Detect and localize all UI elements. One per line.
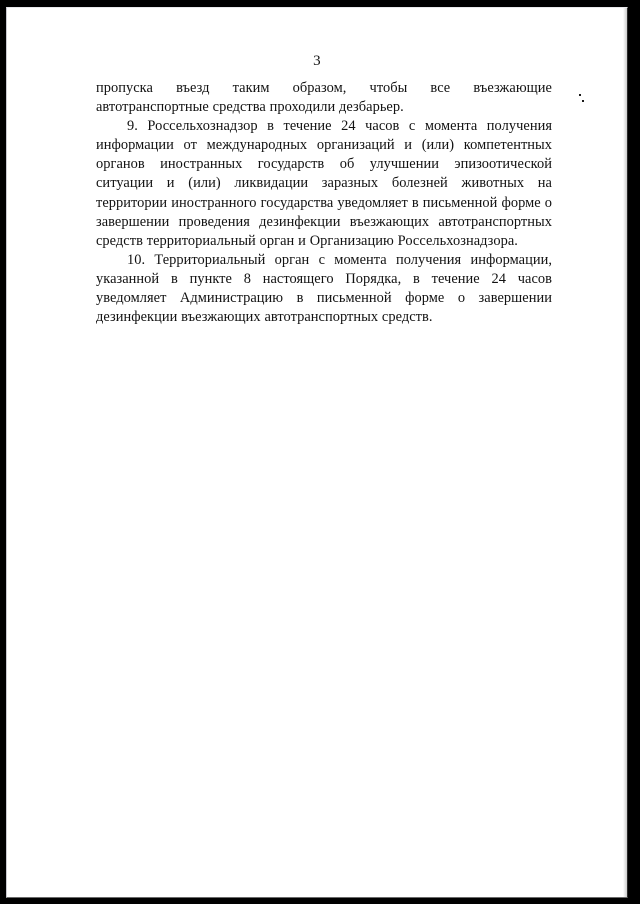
scan-speck bbox=[579, 94, 581, 96]
page-number: 3 bbox=[313, 53, 321, 69]
paragraph-clause-10: 10. Территориальный орган с момента получения информации, указанной в пункте 8 настоящего Порядка, в течение 24 часов уведомляет Администрацию в письменной форме о завершении дезинфекции въезжающих автотранспортных средств. bbox=[96, 251, 552, 326]
scan-speck bbox=[582, 100, 584, 102]
paragraph-continuation: пропуска въезд таким образом, чтобы все въезжающие автотранспортные средства проходили дезбарьер. bbox=[96, 80, 552, 116]
document-page bbox=[6, 7, 628, 898]
document-text-body bbox=[96, 79, 552, 327]
scan-edge-shading bbox=[623, 8, 627, 897]
paragraph-clause-9: 9. Россельхознадзор в течение 24 часов с момента получения информации от международных организаций и (или) компетентных органов иностранных государств об улучшении эпизоотической ситуации и (или) ликвидации заразных болезней животных на территории иностранного государства уведомляет в письменной форме о завершении проведения дезинфекции въезжающих автотранспортных средств территориальный орган и Организацию Россельхознадзора. bbox=[96, 118, 552, 249]
